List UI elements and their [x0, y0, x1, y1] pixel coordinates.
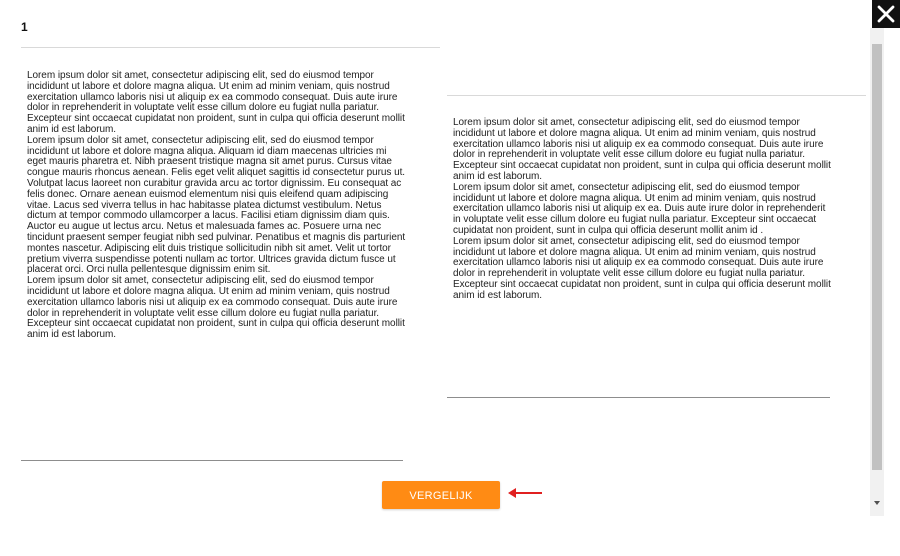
right-paragraph-1: Lorem ipsum dolor sit amet, consectetur adipiscing elit, sed do eiusmod tempor incididunt ut labore et dolore magna aliqua. Ut enim ad minim veniam, quis nostrud exercitation ullamco laboris nisi ut aliquip ex ea commodo consequat. Duis aute irure dolor in reprehenderit in voluptate velit esse cillum dolore eu fugiat nulla pariatur. Excepteur sint occaecat cupidatat non proident, sunt in culpa qui officia deserunt mollit anim id est laborum.	[453, 117, 831, 182]
divider-top-right	[447, 95, 866, 96]
vertical-scrollbar[interactable]	[870, 28, 884, 516]
close-button[interactable]	[872, 0, 900, 28]
left-paragraph-2: Lorem ipsum dolor sit amet, consectetur adipiscing elit, sed do eiusmod tempor incididunt ut labore et dolore magna aliqua. Aliquam id diam maecenas ultricies mi eget mauris pharetra et. Nibh praesent tristique magna sit amet purus. Cursus vitae congue mauris rhoncus aenean. Felis eget velit aliquet sagittis id consectetur purus ut. Volutpat lacus laoreet non curabitur gravida arcu ac tortor dignissim. Eu consequat ac felis donec. Ornare aenean euismod elementum nisi quis eleifend quam adipiscing vitae. Lacus sed viverra tellus in hac habitasse platea dictumst vestibulum. Netus dictum at tempor commodo ullamcorper a lacus. Facilisi etiam dignissim diam quis. Auctor eu augue ut lectus arcu. Netus et malesuada fames ac. Posuere urna nec tincidunt praesent semper feugiat nibh sed pulvinar. Penatibus et magnis dis parturient montes nascetur. Adipiscing elit duis tristique sollicitudin nibh sit amet. Velit ut tortor pretium viverra suspendisse potenti nullam ac tortor. Ultrices gravida dictum fusce ut placerat orci. Orci nulla pellentesque dignissim enim sit.	[27, 134, 406, 276]
left-paragraph-1: Lorem ipsum dolor sit amet, consectetur adipiscing elit, sed do eiusmod tempor incididunt ut labore et dolore magna aliqua. Ut enim ad minim veniam, quis nostrud exercitation ullamco laboris nisi ut aliquip ex ea commodo consequat. Duis aute irure dolor in reprehenderit in voluptate velit esse cillum dolore eu fugiat nulla pariatur. Excepteur sint occaecat cupidatat non proident, sunt in culpa qui officia deserunt mollit anim id est laborum.	[27, 70, 405, 135]
right-paragraph-2: Lorem ipsum dolor sit amet, consectetur adipiscing elit, sed do eiusmod tempor incididunt ut labore et dolore magna aliqua. Ut enim ad minim veniam, quis nostrud exercitation ullamco laboris nisi ut aliquip ex ea. Duis aute irure dolor in reprehenderit in voluptate velit esse cillum dolore eu fugiat nulla pariatur. Excepteur sint occaecat cupidatat non proident, sunt in culpa qui officia deserunt mollit anim id .	[453, 181, 826, 236]
close-icon	[872, 0, 900, 28]
compare-button[interactable]: VERGELIJK	[382, 481, 500, 509]
page-title: 1	[21, 20, 28, 34]
left-text-column	[27, 71, 407, 341]
chevron-down-icon[interactable]	[874, 500, 880, 506]
arrow-left-icon	[506, 486, 544, 500]
left-paragraph-3: Lorem ipsum dolor sit amet, consectetur adipiscing elit, sed do eiusmod tempor incididunt ut labore et dolore magna aliqua. Ut enim ad minim veniam, quis nostrud exercitation ullamco laboris nisi ut aliquip ex ea commodo consequat. Duis aute irure dolor in reprehenderit in voluptate velit esse cillum dolore eu fugiat nulla pariatur. Excepteur sint occaecat cupidatat non proident, sunt in culpa qui officia deserunt mollit anim id est laborum.	[27, 275, 405, 341]
right-text-column	[453, 118, 835, 302]
divider-bottom-right	[447, 397, 830, 398]
scrollbar-thumb[interactable]	[872, 44, 882, 470]
right-paragraph-3: Lorem ipsum dolor sit amet, consectetur adipiscing elit, sed do eiusmod tempor incididunt ut labore et dolore magna aliqua. Ut enim ad minim veniam, quis nostrud exercitation ullamco laboris nisi ut aliquip ex ea commodo consequat. Duis aute irure dolor in reprehenderit in voluptate velit esse cillum dolore eu fugiat nulla pariatur. Excepteur sint occaecat cupidatat non proident, sunt in culpa qui officia deserunt mollit anim id est laborum.	[453, 235, 831, 301]
divider-bottom-left	[21, 460, 403, 461]
divider-top-left	[21, 47, 440, 48]
